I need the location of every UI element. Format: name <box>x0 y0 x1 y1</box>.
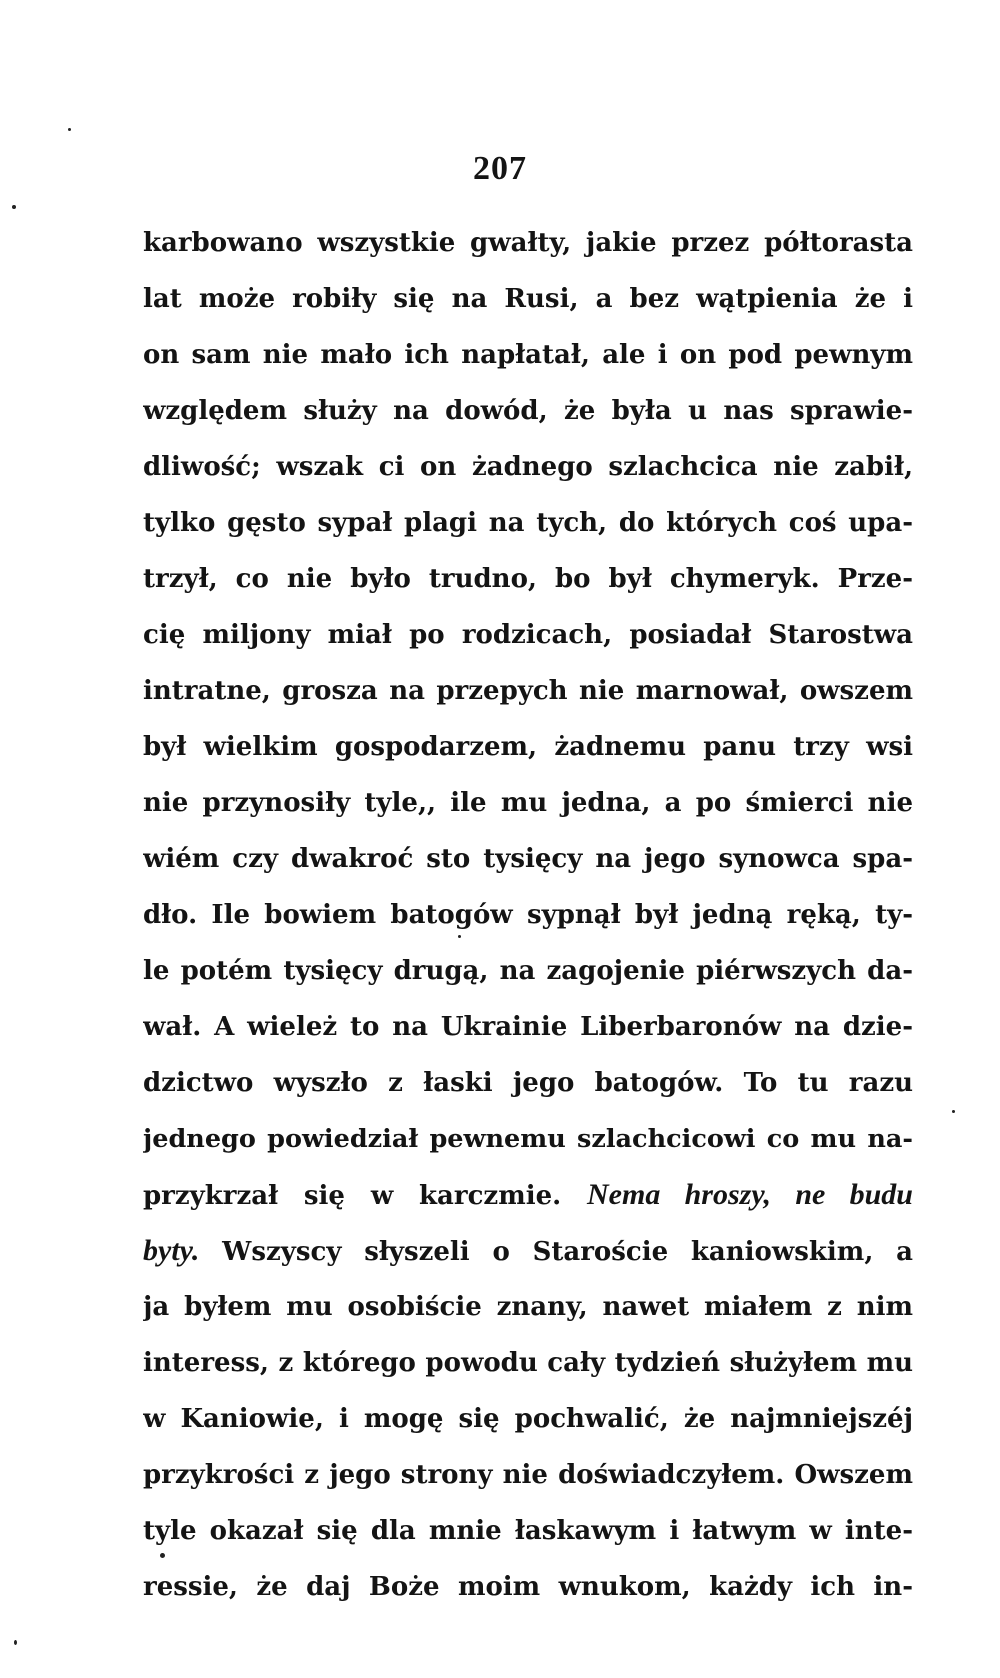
text-run: dzictwo wyszło z łaski jego batogów. To tu razu <box>143 1068 913 1098</box>
text-run: w Kaniowie, i mogę się pochwalić, że najmniejszéj <box>143 1404 913 1434</box>
text-line <box>143 551 913 607</box>
text-run: dliwość; wszak ci on żadnego szlachcica nie zabił, <box>143 452 913 482</box>
scan-speck <box>952 1110 955 1113</box>
text-line <box>143 999 913 1055</box>
text-line <box>143 1559 913 1615</box>
scan-speck <box>458 935 461 938</box>
text-run: trzył, co nie było trudno, bo był chymeryk. Prze- <box>143 564 913 594</box>
text-line <box>143 271 913 327</box>
text-run: tylko gęsto sypał plagi na tych, do których coś upa- <box>143 508 913 538</box>
text-run: cię miljony miał po rodzicach, posiadał Starostwa <box>143 620 913 650</box>
text-run: lat może robiły się na Rusi, a bez wątpienia że i <box>143 284 913 314</box>
text-run: ressie, że daj Boże moim wnukom, każdy ich in- <box>143 1572 913 1602</box>
text-line <box>143 439 913 495</box>
scan-speck <box>160 1553 165 1558</box>
text-run: intratne, grosza na przepych nie marnował, owszem <box>143 676 913 706</box>
text-run: względem służy na dowód, że była u nas sprawie- <box>143 396 913 426</box>
text-line <box>143 831 913 887</box>
text-line <box>143 495 913 551</box>
text-line <box>143 775 913 831</box>
scan-speck <box>12 205 16 209</box>
text-run: wiém czy dwakroć sto tysięcy na jego synowca spa- <box>143 844 913 874</box>
text-line <box>143 887 913 943</box>
text-line <box>143 215 913 271</box>
text-line <box>143 1391 913 1447</box>
text-line <box>143 1167 913 1223</box>
text-run: jednego powiedział pewnemu szlachcicowi co mu na- <box>143 1124 913 1154</box>
text-line <box>143 1111 913 1167</box>
text-line <box>143 1447 913 1503</box>
text-line <box>143 719 913 775</box>
scan-speck <box>14 1640 17 1645</box>
text-run: le potém tysięcy drugą, na zagojenie piérwszych da- <box>143 956 913 986</box>
text-run: przykrzał się w karczmie. <box>143 1181 588 1211</box>
text-line <box>143 663 913 719</box>
text-line <box>143 327 913 383</box>
text-run: przykrości z jego strony nie doświadczyłem. Owszem <box>143 1460 913 1490</box>
body-text <box>143 215 913 1615</box>
text-line <box>143 943 913 999</box>
text-line <box>143 1279 913 1335</box>
italic-phrase: Nema hroszy, ne budu <box>587 1178 913 1211</box>
text-run: interess, z którego powodu cały tydzień służyłem mu <box>143 1348 913 1378</box>
text-run: był wielkim gospodarzem, żadnemu panu trzy wsi <box>143 732 913 762</box>
italic-phrase: byty. <box>143 1234 200 1267</box>
text-run: wał. A wieleż to na Ukrainie Liberbaronów na dzie- <box>143 1012 913 1042</box>
text-run: tyle okazał się dla mnie łaskawym i łatwym w inte- <box>143 1516 913 1546</box>
text-line <box>143 607 913 663</box>
text-run: nie przynosiły tyle,, ile mu jedna, a po śmierci nie <box>143 788 913 818</box>
text-run: ja byłem mu osobiście znany, nawet miałem z nim <box>143 1292 913 1322</box>
text-run: on sam nie mało ich napłatał, ale i on pod pewnym <box>143 340 913 370</box>
text-line <box>143 383 913 439</box>
text-line <box>143 1055 913 1111</box>
page-number: 207 <box>473 150 527 187</box>
text-line <box>143 1223 913 1279</box>
text-run: dło. Ile bowiem batogów sypnął był jedną ręką, ty- <box>143 900 913 930</box>
text-line <box>143 1503 913 1559</box>
text-run: karbowano wszystkie gwałty, jakie przez półtorasta <box>143 228 913 258</box>
text-run: Wszyscy słyszeli o Staroście kaniowskim, a <box>199 1237 913 1267</box>
scan-speck <box>68 128 71 131</box>
text-line <box>143 1335 913 1391</box>
